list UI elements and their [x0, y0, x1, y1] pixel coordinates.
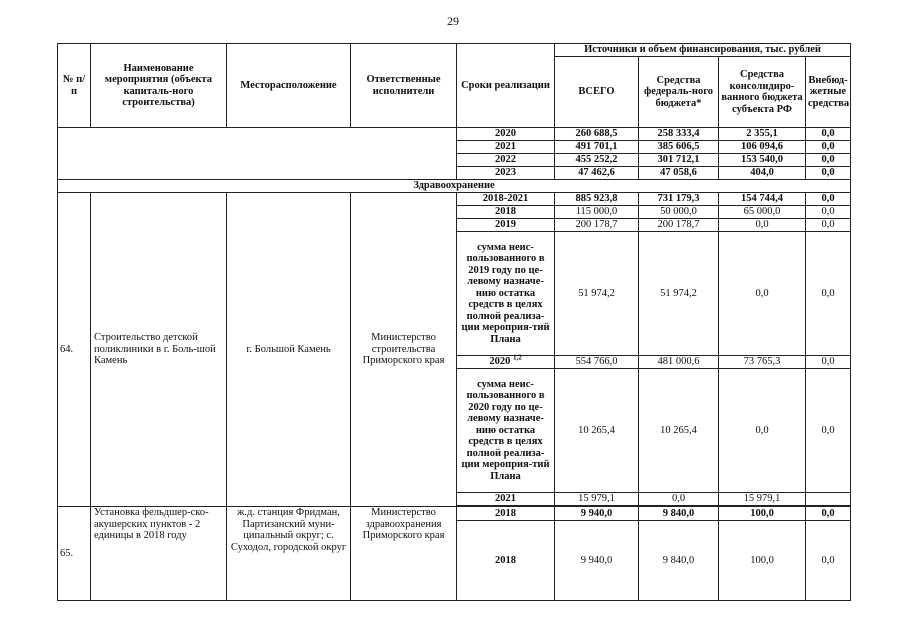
cell-extra: 0,0	[806, 521, 851, 601]
cell-total: 260 688,5	[555, 128, 639, 141]
cell-federal: 50 000,0	[639, 206, 719, 219]
cell-regional: 0,0	[719, 232, 806, 356]
item-65-name: Установка фельдшер-ско-акушерских пунктов - 2 единицы в 2018 году	[91, 507, 227, 601]
term-footnote: 1,2	[512, 353, 522, 362]
section-title: Здравоохранение	[58, 180, 851, 193]
cell-extra: 0,0	[806, 219, 851, 232]
header-consolidated: Средства консолидиро-ванного бюджета субъекта РФ	[719, 57, 806, 128]
table-row	[58, 507, 851, 521]
cell-total: 885 923,8	[555, 193, 639, 206]
cell-total: 15 979,1	[555, 493, 639, 506]
cell-term-note: сумма неис-пользованного в 2020 году по це-левому назначе-нию остатка средств в целях полной реализа-ции мероприя-тий Плана	[457, 369, 555, 493]
cell-total: 47 462,6	[555, 167, 639, 180]
section-row	[58, 180, 851, 193]
item-65-responsible: Министерство здравоохранения Приморского края	[351, 507, 457, 601]
header-responsible: Ответственные исполнители	[351, 44, 457, 128]
item-64-num: 64.	[58, 193, 91, 507]
term-text: 2020	[489, 356, 511, 368]
cell-regional: 154 744,4	[719, 193, 806, 206]
header-location: Месторасположение	[227, 44, 351, 128]
cell-regional: 404,0	[719, 167, 806, 180]
cell-regional: 106 094,6	[719, 141, 806, 154]
item-65-location: ж.д. станция Фридман, Партизанский муни-ципальный округ; с. Суходол, городской округ	[227, 507, 351, 601]
cell-extra: 0,0	[806, 356, 851, 369]
cell-federal: 47 058,6	[639, 167, 719, 180]
cell-regional: 153 540,0	[719, 154, 806, 167]
cell-term	[457, 353, 555, 369]
cell-extra: 0,0	[806, 167, 851, 180]
cell-term: 2021	[457, 141, 555, 154]
header-num: № п/п	[58, 44, 91, 128]
header-sources: Источники и объем финансирования, тыс. рублей	[555, 44, 851, 57]
cell-regional: 15 979,1	[719, 493, 806, 506]
header-federal: Средства федераль-ного бюджета*	[639, 57, 719, 128]
header-row-1	[58, 44, 851, 57]
cell-term: 2018	[457, 521, 555, 601]
cell-total: 10 265,4	[555, 369, 639, 493]
cell-regional: 0,0	[719, 219, 806, 232]
item-64-responsible: Министерство строительства Приморского края	[351, 193, 457, 507]
cell-federal: 9 840,0	[639, 507, 719, 521]
cell-total: 51 974,2	[555, 232, 639, 356]
cell-extra: 0,0	[806, 232, 851, 356]
cell-total: 200 178,7	[555, 219, 639, 232]
cell-regional: 65 000,0	[719, 206, 806, 219]
cell-total: 115 000,0	[555, 206, 639, 219]
cell-federal: 258 333,4	[639, 128, 719, 141]
cell-extra: 0,0	[806, 128, 851, 141]
cell-total: 9 940,0	[555, 507, 639, 521]
cell-extra	[806, 493, 851, 506]
item-64-name: Строительство детской поликлиники в г. Боль-шой Камень	[91, 193, 227, 507]
cell-term: 2018	[457, 206, 555, 219]
cell-regional: 2 355,1	[719, 128, 806, 141]
cell-federal: 51 974,2	[639, 232, 719, 356]
cell-federal: 301 712,1	[639, 154, 719, 167]
header-terms: Сроки реализации	[457, 44, 555, 128]
cell-total: 554 766,0	[555, 356, 639, 369]
cell-term: 2018-2021	[457, 193, 555, 206]
item-65-num: 65.	[58, 507, 91, 601]
header-name: Наименование мероприятия (объекта капиталь-ного строительства)	[91, 44, 227, 128]
cell-extra: 0,0	[806, 141, 851, 154]
cell-total: 491 701,1	[555, 141, 639, 154]
header-total: ВСЕГО	[555, 57, 639, 128]
cell-term: 2018	[457, 507, 555, 521]
cell-extra: 0,0	[806, 154, 851, 167]
cell-extra: 0,0	[806, 369, 851, 493]
header-extra: Внебюд-жетные средства	[806, 57, 851, 128]
table-row	[58, 193, 851, 206]
cell-term: 2023	[457, 167, 555, 180]
cell-term: 2021	[457, 493, 555, 506]
cell-extra: 0,0	[806, 206, 851, 219]
cell-federal: 385 606,5	[639, 141, 719, 154]
cell-federal: 481 000,6	[639, 356, 719, 369]
cell-federal: 10 265,4	[639, 369, 719, 493]
cell-term-note: сумма неис-пользованного в 2019 году по це-левому назначе-нию остатка средств в целях полной реализа-ции мероприя-тий Плана	[457, 232, 555, 356]
cell-federal: 731 179,3	[639, 193, 719, 206]
cell-federal: 9 840,0	[639, 521, 719, 601]
cell-regional: 73 765,3	[719, 356, 806, 369]
cell-federal: 0,0	[639, 493, 719, 506]
cell-extra: 0,0	[806, 193, 851, 206]
cell-federal: 200 178,7	[639, 219, 719, 232]
cell-term: 2019	[457, 219, 555, 232]
cell-regional: 100,0	[719, 507, 806, 521]
cell-total: 455 252,2	[555, 154, 639, 167]
summary-blank-cell	[58, 128, 457, 180]
cell-extra: 0,0	[806, 507, 851, 521]
cell-term: 2022	[457, 154, 555, 167]
cell-regional: 0,0	[719, 369, 806, 493]
cell-total: 9 940,0	[555, 521, 639, 601]
page-number: 29	[447, 14, 459, 28]
table-row	[58, 128, 851, 141]
cell-term: 2020	[457, 128, 555, 141]
cell-regional: 100,0	[719, 521, 806, 601]
financing-table	[57, 43, 851, 601]
item-64-location: г. Большой Камень	[227, 193, 351, 507]
